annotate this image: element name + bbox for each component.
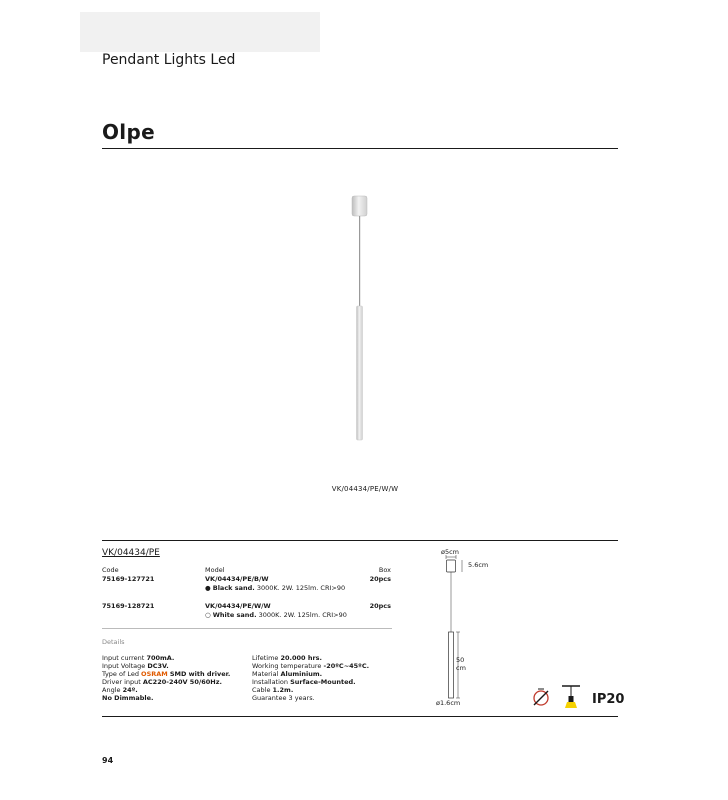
row1-model: VK/04434/PE/B/W bbox=[205, 575, 269, 583]
photo-caption: VK/04434/PE/W/W bbox=[331, 485, 399, 493]
row2-model: VK/04434/PE/W/W bbox=[205, 602, 271, 610]
spec-working-temperature: Working temperature -20ºC~45ºC. bbox=[252, 662, 370, 670]
body-length-unit: cm bbox=[456, 664, 466, 672]
row1-desc: 3000K. 2W. 125lm. CRI>90 bbox=[256, 584, 346, 592]
spec-material: Material Aluminium. bbox=[252, 670, 323, 678]
divider-middle bbox=[102, 540, 618, 541]
no-dimmable-icon bbox=[530, 686, 552, 708]
cable bbox=[359, 216, 360, 306]
row1-code: 75169-127721 bbox=[102, 575, 155, 583]
row2-box: 20pcs bbox=[369, 602, 391, 610]
product-code-title: VK/04434/PE bbox=[102, 548, 160, 558]
body-length-number: 50 bbox=[456, 656, 465, 664]
page-number: 94 bbox=[102, 756, 114, 765]
column-header-box: Box bbox=[378, 566, 391, 574]
row2-finish: White sand. bbox=[212, 611, 257, 619]
row2-code: 75169-128721 bbox=[102, 602, 155, 610]
spec-dimmable: No Dimmable. bbox=[102, 694, 154, 702]
spec-input-current: Input current 700mA. bbox=[102, 654, 175, 662]
row1-finish-symbol: ● bbox=[205, 584, 211, 592]
details-label: Details bbox=[102, 638, 125, 646]
column-header-model: Model bbox=[205, 566, 225, 574]
spec-cable: Cable 1.2m. bbox=[252, 686, 294, 694]
body-diameter-label: ø1.6cm bbox=[436, 699, 461, 707]
divider-table bbox=[102, 628, 392, 629]
spec-led-type: Type of Led OSRAM SMD with driver. bbox=[102, 670, 231, 678]
product-title: Olpe bbox=[102, 120, 155, 144]
row1-box: 20pcs bbox=[369, 575, 391, 583]
divider-bottom bbox=[102, 716, 618, 717]
spec-guarantee: Guarantee 3 years. bbox=[252, 694, 315, 702]
technical-drawing bbox=[430, 545, 500, 710]
row1-description bbox=[205, 584, 345, 592]
product-photo bbox=[330, 185, 390, 445]
row1-finish: Black sand. bbox=[212, 584, 255, 592]
row2-description bbox=[205, 611, 347, 619]
ip-rating-badge: IP20 bbox=[592, 692, 625, 707]
pendant-installation-icon bbox=[560, 684, 582, 710]
osram-logo: OSRAM bbox=[141, 670, 168, 678]
canopy-diameter-label: ø5cm bbox=[441, 548, 460, 556]
specs-left bbox=[102, 654, 230, 702]
product-category: Pendant Lights Led bbox=[102, 52, 236, 68]
drawing-canopy bbox=[447, 560, 456, 572]
spec-input-voltage: Input Voltage DC3V. bbox=[102, 662, 169, 670]
canopy-height-label: 5.6cm bbox=[468, 561, 489, 569]
divider-top bbox=[102, 148, 618, 149]
specs-right bbox=[252, 654, 369, 702]
spec-driver-input: Driver input AC220-240V 50/60Hz. bbox=[102, 678, 222, 686]
canopy bbox=[352, 196, 367, 216]
spec-angle: Angle 24º. bbox=[102, 686, 138, 694]
column-header-code: Code bbox=[102, 566, 119, 574]
drawing-body bbox=[449, 632, 454, 698]
lamp-body bbox=[357, 306, 363, 440]
spec-lifetime: Lifetime 20.000 hrs. bbox=[252, 654, 323, 662]
row2-finish-symbol: ○ bbox=[205, 611, 211, 619]
spec-installation: Installation Surface-Mounted. bbox=[252, 678, 356, 686]
row2-desc: 3000K. 2W. 125lm. CRI>90 bbox=[258, 611, 347, 619]
